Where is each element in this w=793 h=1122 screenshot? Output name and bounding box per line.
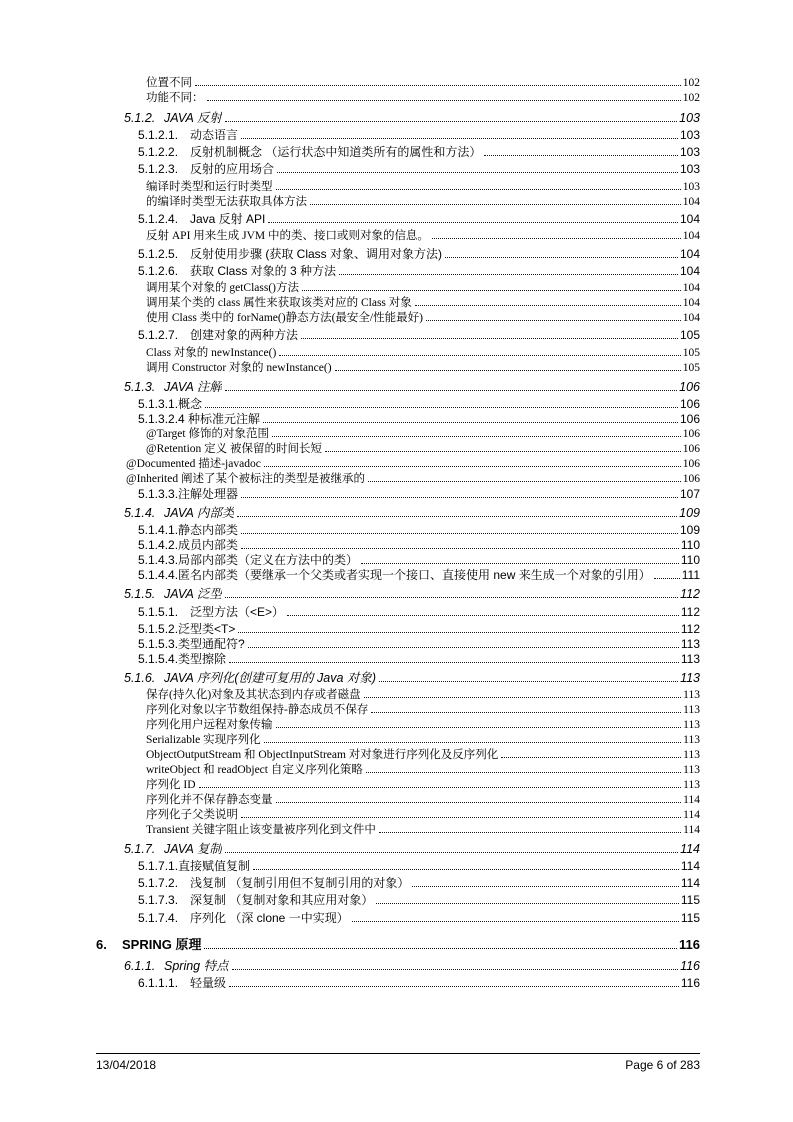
toc-entry[interactable] [96,145,700,160]
dot-leader [225,121,677,122]
toc-entry-label: JAVA 泛型 [164,587,222,602]
toc-entry-label: 轻量级 [190,976,227,991]
toc-entry[interactable] [96,605,700,620]
toc-entry-label: 4 种标准元注解 [178,411,261,426]
dot-leader [272,436,681,437]
toc-entry-number: 5.1.3. [124,380,156,395]
toc-entry-label: @Target 修饰的对象范围 [146,427,269,440]
toc-entry-page: 113 [683,688,700,701]
toc-entry[interactable] [96,793,700,808]
toc-entry-label: 序列化并不保存静态变量 [146,793,273,806]
toc-entry-number: 5.1.7.2. [138,876,179,891]
toc-entry-label: Serializable 实现序列化 [146,733,261,746]
dot-leader [237,516,677,517]
toc-entry-number: 5.1.2.7. [138,328,179,343]
toc-entry-number: 5.1.5. [124,587,156,602]
toc-entry[interactable] [96,472,700,487]
toc-entry-page: 102 [682,92,700,104]
toc-entry-number: 5.1.2. [124,110,156,125]
dot-leader [276,189,681,190]
toc-entry[interactable] [96,162,700,177]
toc-entry-label: 序列化 （深 clone 一中实现） [190,910,349,925]
toc-entry[interactable] [96,380,700,395]
dot-leader [361,563,679,564]
dot-leader [335,370,681,371]
toc-entry-page: 103 [679,110,700,125]
toc-entry-number: 5.1.5.4. [138,651,179,666]
dot-leader [225,852,678,853]
toc-entry-label: 动态语言 [190,127,239,142]
toc-entry-page: 115 [680,893,700,908]
dot-leader [276,802,682,803]
toc-entry-page: 112 [680,604,700,619]
toc-entry[interactable] [96,911,700,926]
dot-leader [325,451,681,452]
toc-entry-page: 115 [680,910,700,925]
toc-entry-page: 111 [681,567,700,582]
toc-entry-page: 116 [680,958,700,973]
toc-entry-number: 5.1.6. [124,671,156,686]
toc-entry-label: 序列化用户远程对象传输 [146,718,273,731]
toc-entry[interactable] [96,296,700,311]
toc-entry-label: Java 反射 API [190,211,266,226]
dot-leader [264,466,681,467]
toc-entry-label: JAVA 复制 [164,842,222,857]
toc-entry[interactable] [96,180,700,195]
dot-leader [376,903,679,904]
toc-entry[interactable] [96,487,700,502]
dot-leader [501,757,681,758]
toc-entry-label: 泛型方法（<E>） [190,604,285,619]
toc-entry-label: 泛型类<T> [178,621,236,636]
toc-entry-page: 114 [680,876,700,891]
toc-entry-page: 104 [679,211,700,226]
dot-leader [279,355,680,356]
toc-entry-label: 创建对象的两种方法 [190,328,299,343]
toc-entry-number: 5.1.7.1. [138,858,179,873]
toc-entry-label: 反射机制概念 （运行状态中知道类所有的属性和方法） [190,145,482,160]
toc-entry-page: 106 [682,457,700,470]
toc-entry[interactable] [96,328,700,343]
toc-entry[interactable] [96,506,700,521]
toc-entry[interactable] [96,412,700,427]
toc-entry[interactable] [96,637,700,652]
toc-entry-page: 114 [683,808,700,821]
toc-entry-label: JAVA 内部类 [164,506,235,521]
toc-entry[interactable] [96,457,700,472]
toc-entry-label: 局部内部类（定义在方法中的类） [178,552,359,567]
toc-entry-label: JAVA 反射 [164,110,222,125]
dot-leader [364,697,682,698]
toc-entry-number: 5.1.3.2. [138,411,179,426]
dot-leader [366,772,681,773]
toc-entry[interactable] [96,808,700,823]
dot-leader [276,727,682,728]
dot-leader [195,85,681,86]
dot-leader [302,290,681,291]
toc-entry-page: 112 [680,587,700,602]
toc-entry-label: 获取 Class 对象的 3 种方法 [190,263,337,278]
dot-leader [241,497,678,498]
dot-leader [225,390,677,391]
dot-leader [339,274,678,275]
toc-entry[interactable] [96,652,700,667]
toc-entry-number: 6.1.1. [124,958,156,973]
dot-leader [277,172,678,173]
toc-entry-number: 5.1.5.2. [138,621,179,636]
toc-entry-number: 5.1.2.6. [138,263,179,278]
toc-entry[interactable] [96,229,700,244]
toc-entry-page: 103 [679,127,700,142]
toc-entry-number: 5.1.4.1. [138,522,179,537]
toc-entry-label: 调用某个类的 class 属性来获取该类对应的 Class 对象 [146,297,412,310]
toc-entry-number: 6.1.1.1. [138,976,179,991]
toc-entry[interactable] [96,718,700,733]
toc-entry-number: 5.1.2.1. [138,127,179,142]
toc-list [96,76,700,993]
toc-entry[interactable] [96,281,700,296]
dot-leader [310,204,681,205]
toc-entry-label: 匿名内部类（要继承一个父类或者实现一个接口、直接使用 new 来生成一个对象的引用） [178,567,651,582]
toc-entry-label: 静态内部类 [178,522,239,537]
toc-entry[interactable] [96,247,700,262]
toc-entry[interactable] [96,893,700,908]
dot-leader [287,615,679,616]
toc-entry-page: 113 [683,733,700,746]
dot-leader [204,948,677,949]
toc-entry-label: 反射的应用场合 [190,162,275,177]
toc-entry-page: 113 [683,703,700,716]
toc-entry-label: 反射 API 用来生成 JVM 中的类、接口或则对象的信息。 [146,230,430,243]
dot-leader [415,305,681,306]
dot-leader [379,681,678,682]
toc-entry-number: 5.1.4.4. [138,567,179,582]
toc-entry-page: 106 [679,380,700,395]
dot-leader [301,338,678,339]
toc-entry[interactable] [96,763,700,778]
toc-entry-label: 调用 Constructor 对象的 newInstance() [146,361,332,374]
toc-entry[interactable] [96,195,700,210]
toc-entry-label: 深复制 （复制对象和其应用对象） [190,893,374,908]
toc-entry-number: 5.1.3.1. [138,396,179,411]
toc-entry-page: 103 [679,145,700,160]
toc-entry[interactable] [96,397,700,412]
toc-entry-number: 5.1.5.3. [138,636,179,651]
toc-entry-page: 113 [683,748,700,761]
toc-entry-label: ObjectOutputStream 和 ObjectInputStream 对对象进行序列化及反序列化 [146,748,499,761]
toc-entry-label: writeObject 和 readObject 自定义序列化策略 [146,763,363,776]
toc-entry-page: 109 [679,522,700,537]
dot-leader [371,712,681,713]
toc-entry-page: 113 [683,763,700,776]
toc-entry-page: 107 [679,486,700,501]
toc-entry-label: @Retention 定义 被保留的时间长短 [146,442,323,455]
toc-entry-label: SPRING 原理 [122,936,202,952]
toc-entry-page: 103 [679,162,700,177]
toc-entry-page: 113 [683,778,700,791]
dot-leader [379,832,681,833]
dot-leader [263,422,678,423]
toc-entry[interactable] [96,361,700,376]
toc-entry-label: 类型擦除 [178,651,227,666]
toc-entry-label: 概念 [178,396,203,411]
toc-entry[interactable] [96,976,700,991]
toc-entry-number: 5.1.4.2. [138,537,179,552]
toc-entry-label: 浅复制 （复制引用但不复制引用的对象） [190,876,410,891]
toc-entry-page: 102 [682,77,700,89]
toc-entry-number: 6. [96,936,107,952]
dot-leader [484,155,678,156]
toc-entry[interactable] [96,688,700,703]
toc-entry-label: 调用某个对象的 getClass()方法 [146,282,300,295]
dot-leader [264,742,682,743]
toc-entry-label: Transient 关键字阻止该变量被序列化到文件中 [146,823,376,836]
toc-entry-page: 104 [679,246,700,261]
toc-entry[interactable] [96,311,700,326]
toc-entry-page: 113 [680,671,700,686]
toc-entry-page: 114 [683,793,700,806]
toc-entry-page: 113 [680,651,700,666]
toc-entry[interactable] [96,427,700,442]
toc-entry[interactable] [96,553,700,568]
toc-entry-page: 104 [682,195,700,208]
toc-entry-label: 序列化子父类说明 [146,808,238,821]
toc-entry-page: 106 [682,442,700,455]
toc-entry[interactable] [96,733,700,748]
toc-entry-page: 116 [679,936,700,952]
toc-entry[interactable] [96,622,700,637]
dot-leader [241,817,681,818]
toc-entry-page: 104 [679,263,700,278]
toc-entry[interactable] [96,568,700,583]
dot-leader [654,578,680,579]
toc-entry-label: 保存(持久化)对象及其状态到内存或者磁盘 [146,688,361,701]
toc-entry-label: 序列化对象以字节数组保持-静态成员不保存 [146,703,369,716]
toc-entry[interactable] [96,842,700,857]
dot-leader [412,886,679,887]
toc-entry-label: 功能不同： [146,92,204,104]
dot-leader [268,222,678,223]
toc-entry-label: 反射使用步骤 (获取 Class 对象、调用对象方法) [190,246,443,261]
dot-leader [241,533,678,534]
dot-leader [232,969,678,970]
dot-leader [207,100,681,101]
toc-entry[interactable] [96,212,700,227]
dot-leader [238,632,678,633]
toc-entry[interactable] [96,778,700,793]
toc-entry-label: JAVA 注解 [164,380,222,395]
toc-entry[interactable] [96,876,700,891]
toc-entry-number: 5.1.2.2. [138,145,179,160]
toc-entry-page: 104 [682,282,700,295]
toc-entry-page: 114 [683,823,700,836]
toc-entry-label: 位置不同 [146,77,192,89]
toc-entry-label: 编译时类型和运行时类型 [146,180,273,193]
dot-leader [432,238,681,239]
toc-entry[interactable] [96,671,700,686]
dot-leader [445,257,678,258]
toc-entry-page: 105 [682,361,700,374]
footer-date: 13/04/2018 [96,1058,157,1072]
dot-leader [253,869,679,870]
toc-entry-number: 5.1.2.3. [138,162,179,177]
toc-entry-number: 5.1.7.3. [138,893,179,908]
toc-entry[interactable] [96,587,700,602]
toc-entry-label: @Documented 描述-javadoc [126,457,261,470]
dot-leader [225,597,678,598]
toc-entry[interactable] [96,76,700,91]
dot-leader [241,548,679,549]
toc-entry-label: 直接赋值复制 [178,858,251,873]
toc-entry-page: 104 [682,230,700,243]
toc-entry-label: @Inherited 阐述了某个被标注的类型是被继承的 [126,472,365,485]
toc-entry-page: 110 [680,537,700,552]
toc-entry-page: 105 [682,346,700,359]
dot-leader [199,787,682,788]
toc-entry-number: 5.1.4. [124,506,156,521]
toc-entry-page: 114 [680,858,700,873]
toc-entry-label: JAVA 序列化(创建可复用的 Java 对象) [164,671,377,686]
toc-entry-page: 113 [680,636,700,651]
toc-entry-page: 114 [680,842,700,857]
dot-leader [352,921,679,922]
dot-leader [426,320,681,321]
toc-entry-number: 5.1.2.4. [138,211,179,226]
toc-entry-number: 5.1.4.3. [138,552,179,567]
dot-leader [368,481,681,482]
toc-entry[interactable] [96,859,700,874]
toc-entry[interactable] [96,111,700,126]
toc-entry-label: 的编译时类型无法获取具体方法 [146,195,307,208]
toc-entry[interactable] [96,91,700,106]
toc-entry-page: 104 [682,312,700,325]
toc-entry[interactable] [96,937,700,952]
toc-entry[interactable] [96,959,700,974]
toc-entry[interactable] [96,128,700,143]
toc-entry-number: 5.1.3.3. [138,486,179,501]
toc-entry[interactable] [96,523,700,538]
toc-entry-label: 使用 Class 类中的 forName()静态方法(最安全/性能最好) [146,312,423,325]
dot-leader [248,647,679,648]
toc-entry-page: 109 [679,506,700,521]
toc-entry[interactable] [96,346,700,361]
dot-leader [205,407,678,408]
toc-entry-page: 106 [679,396,700,411]
toc-entry-label: 类型通配符? [178,636,245,651]
footer-page-number: Page 6 of 283 [625,1058,700,1072]
toc-entry[interactable] [96,823,700,838]
toc-entry[interactable] [96,264,700,279]
toc-entry-number: 5.1.7. [124,842,156,857]
toc-entry-page: 112 [680,621,700,636]
toc-entry-page: 106 [679,411,700,426]
toc-entry-label: Class 对象的 newInstance() [146,346,277,359]
toc-entry-page: 113 [683,718,700,731]
toc-entry[interactable] [96,538,700,553]
toc-entry-label: 注解处理器 [178,486,239,501]
dot-leader [229,662,679,663]
toc-entry-label: Spring 特点 [164,958,229,973]
toc-entry-page: 104 [682,297,700,310]
toc-entry[interactable] [96,703,700,718]
toc-entry-label: 成员内部类 [178,537,239,552]
toc-entry-number: 5.1.2.5. [138,246,179,261]
toc-entry-number: 5.1.7.4. [138,910,179,925]
toc-entry-page: 103 [682,180,700,193]
toc-entry-page: 106 [682,427,700,440]
toc-entry-page: 116 [680,976,700,991]
toc-entry[interactable] [96,442,700,457]
toc-entry[interactable] [96,748,700,763]
toc-entry-number: 5.1.5.1. [138,604,179,619]
dot-leader [241,138,678,139]
toc-entry-label: 序列化 ID [146,778,196,791]
toc-entry-page: 105 [679,328,700,343]
toc-entry-page: 106 [682,472,700,485]
dot-leader [229,986,679,987]
page-footer [96,1053,700,1072]
toc-entry-page: 110 [680,552,700,567]
